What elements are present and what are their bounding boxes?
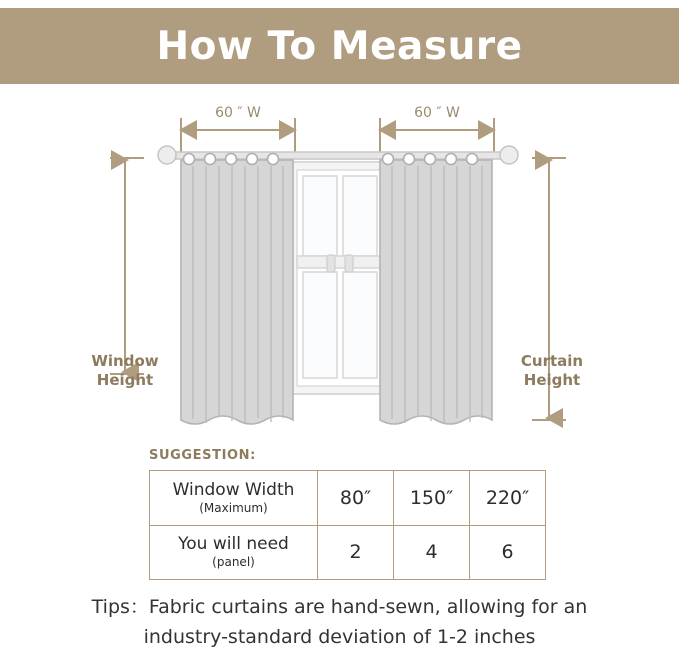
tips-block xyxy=(0,592,679,652)
cell-window-width-2: 150″ xyxy=(394,471,470,526)
tips-text-line-1: Fabric curtains are hand-sewn, allowing for an xyxy=(148,596,588,618)
cell-window-width-3: 220″ xyxy=(470,471,546,526)
tips-line-1 xyxy=(0,592,679,622)
window-illustration xyxy=(290,162,390,394)
cell-window-width-1: 80″ xyxy=(318,471,394,526)
window-height-label: Window Height xyxy=(91,352,159,389)
tips-label: Tips： xyxy=(91,596,149,618)
width-dimension-left xyxy=(181,118,295,152)
row-label-sub: (Maximum) xyxy=(199,500,268,515)
row-label-main: You will need xyxy=(178,534,289,555)
suggestion-title: SUGGESTION: xyxy=(149,448,256,463)
header-banner xyxy=(0,8,679,84)
row-label-window-width xyxy=(150,471,318,526)
row-label-sub: (panel) xyxy=(212,555,255,570)
cell-panels-2: 4 xyxy=(394,525,470,580)
measure-diagram xyxy=(0,90,679,450)
curtain-panel-right xyxy=(380,154,492,425)
suggestion-table xyxy=(149,470,546,580)
width-label-left: 60 ″ W xyxy=(215,105,261,121)
table-row xyxy=(150,471,546,526)
suggestion-table-wrapper xyxy=(149,470,532,580)
tips-text-line-2: industry-standard deviation of 1-2 inches xyxy=(143,626,536,648)
width-label-right: 60 ″ W xyxy=(414,105,460,121)
window-height-dimension xyxy=(110,158,144,374)
curtain-panel-left xyxy=(181,154,293,425)
curtain-height-label: Curtain Height xyxy=(520,352,584,389)
row-label-main: Window Width xyxy=(172,479,295,500)
cell-panels-3: 6 xyxy=(470,525,546,580)
cell-panels-1: 2 xyxy=(318,525,394,580)
page-title: How To Measure xyxy=(156,23,523,69)
width-dimension-right xyxy=(380,118,494,152)
row-label-panels-needed xyxy=(150,525,318,580)
table-row xyxy=(150,525,546,580)
